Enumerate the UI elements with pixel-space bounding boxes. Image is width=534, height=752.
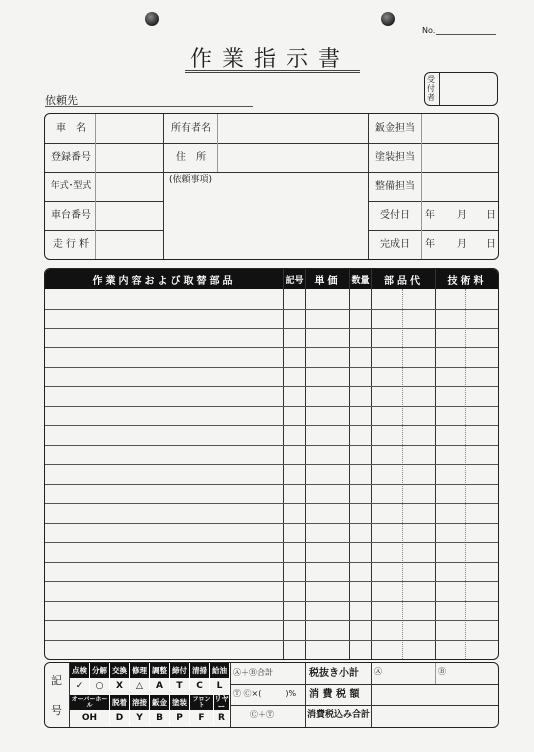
legend-row4-item: F: [190, 711, 214, 726]
table-row[interactable]: [45, 347, 498, 367]
legend-row1-item: 分解: [90, 663, 110, 678]
model-year-label: 年式･型式: [50, 181, 92, 191]
legend-row2-item: C: [190, 679, 210, 694]
vehicle-name-label: 車 名: [56, 123, 86, 134]
no-label: No.: [422, 26, 436, 35]
parts-cost-header: 部品代: [372, 269, 435, 289]
legend-row3-item: 溶接: [130, 695, 150, 710]
work-content-header: 作業内容および取替部品: [45, 269, 283, 289]
vehicle-info-box: [44, 113, 499, 260]
labor-cost-header: 技術料: [436, 269, 498, 289]
legend-row4-item: D: [110, 711, 130, 726]
legend-row1-item: 締付: [170, 663, 190, 678]
legend-row4-item: OH: [70, 711, 110, 726]
legend-side-label-top: 記: [51, 674, 62, 687]
table-row[interactable]: [45, 620, 498, 640]
legend-row1-item: 給油: [210, 663, 230, 678]
a-mark: Ⓐ: [374, 667, 382, 676]
table-row[interactable]: [45, 425, 498, 445]
legend-row4-item: Y: [130, 711, 150, 726]
legend-row1-item: 清掃: [190, 663, 210, 678]
table-row[interactable]: [45, 289, 498, 309]
legend-row3-item: 鈑金: [150, 695, 170, 710]
legend-row3-item: オーバーホール: [70, 695, 110, 710]
punch-hole-right: [381, 12, 395, 26]
client-label: 依頼先: [45, 94, 78, 107]
legend-row1-item: 修理: [130, 663, 150, 678]
receipt-stamp-label: 受付者: [427, 75, 435, 102]
request-label: (依頼事項): [169, 175, 213, 185]
legend-row4-item: P: [170, 711, 190, 726]
mileage-label: 走 行 粁: [52, 239, 90, 250]
tax-label: 消 費 税 額: [309, 689, 360, 700]
chassis-no-label: 車台番号: [51, 210, 91, 221]
table-row[interactable]: [45, 581, 498, 601]
a-plus-b-total-label: Ⓐ＋Ⓑ合計: [233, 668, 273, 677]
legend-row2-item: T: [170, 679, 190, 694]
legend-row2-item: △: [130, 679, 150, 694]
legend-row4-item: R: [214, 711, 230, 726]
registration-no-label: 登録番号: [51, 152, 91, 163]
owner-name-label: 所有者名: [171, 123, 211, 134]
punch-hole-left: [145, 12, 159, 26]
subtotal-label: 税抜き小計: [309, 668, 359, 679]
legend-side-label-bottom: 号: [51, 704, 62, 717]
maintenance-staff-label: 整備担当: [375, 181, 415, 192]
table-row[interactable]: [45, 601, 498, 621]
legend-row2-item: A: [150, 679, 170, 694]
completed-year-label: 年: [425, 239, 435, 250]
title-underline: [185, 70, 360, 73]
table-row[interactable]: [45, 503, 498, 523]
client-field[interactable]: [45, 106, 253, 107]
completed-date-label: 完成日: [380, 239, 410, 250]
page-title: 作業指示書: [189, 47, 350, 72]
quantity-header: 数量: [350, 269, 371, 289]
table-row[interactable]: [45, 542, 498, 562]
legend-row2-item: X: [110, 679, 130, 694]
legend-row2-item: ✓: [70, 679, 90, 694]
legend-row3-item: リヤー: [214, 695, 229, 710]
symbol-header: 記号: [284, 269, 305, 289]
address-label: 住 所: [176, 152, 206, 163]
table-row[interactable]: [45, 406, 498, 426]
b-mark: Ⓑ: [438, 667, 446, 676]
legend-row4-item: B: [150, 711, 170, 726]
table-row[interactable]: [45, 562, 498, 582]
work-items-table: [44, 268, 499, 660]
receipt-stamp-box[interactable]: [424, 72, 498, 106]
table-row[interactable]: [45, 328, 498, 348]
summary-box: [44, 662, 499, 728]
table-row[interactable]: [45, 309, 498, 329]
legend-row2-item: ○: [90, 679, 110, 694]
legend-row2-item: L: [210, 679, 230, 694]
completed-month-label: 月: [457, 239, 467, 250]
legend-row1-item: 交換: [110, 663, 130, 678]
legend-row3-item: 塗装: [170, 695, 190, 710]
sheet-metal-staff-label: 鈑金担当: [375, 123, 415, 134]
c-plus-t-label: Ⓒ＋Ⓣ: [250, 710, 274, 719]
table-row[interactable]: [45, 464, 498, 484]
painting-staff-label: 塗装担当: [375, 152, 415, 163]
received-date-label: 受付日: [380, 210, 410, 221]
tax-formula-label: Ⓣ Ⓒ×( )%: [233, 689, 297, 698]
table-row[interactable]: [45, 445, 498, 465]
total-incl-tax-label: 消費税込み合計: [307, 710, 371, 720]
table-row[interactable]: [45, 640, 498, 660]
table-row[interactable]: [45, 484, 498, 504]
table-row[interactable]: [45, 367, 498, 387]
received-month-label: 月: [457, 210, 467, 221]
legend-row3-item: フロント: [190, 695, 214, 710]
legend-row1-item: 点検: [70, 663, 90, 678]
table-row[interactable]: [45, 523, 498, 543]
symbol-legend: [70, 663, 230, 727]
legend-row1-item: 調整: [150, 663, 170, 678]
received-year-label: 年: [425, 210, 435, 221]
unit-price-header: 単価: [306, 269, 349, 289]
no-field[interactable]: [436, 34, 496, 35]
legend-row3-item: 脱着: [110, 695, 130, 710]
completed-day-label: 日: [486, 239, 496, 250]
table-row[interactable]: [45, 386, 498, 406]
received-day-label: 日: [486, 210, 496, 221]
